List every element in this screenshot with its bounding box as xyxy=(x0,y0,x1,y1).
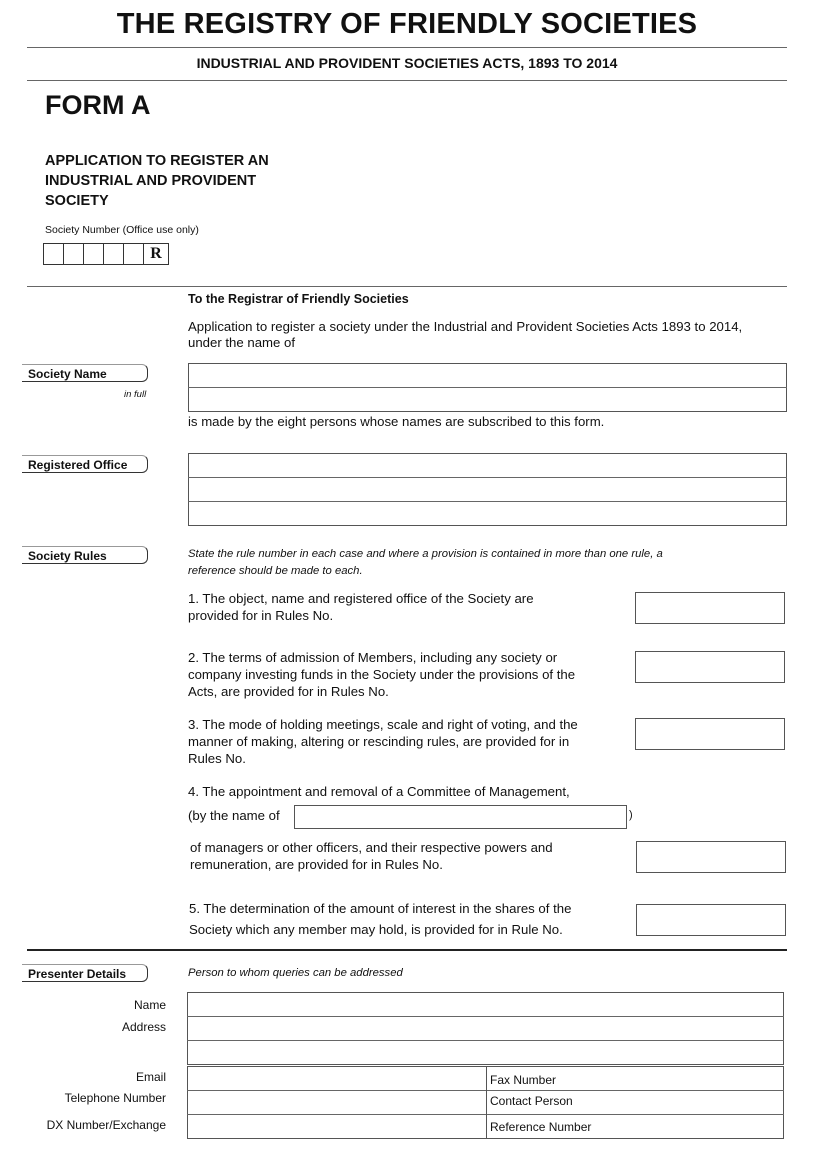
application-title-line: APPLICATION TO REGISTER AN xyxy=(45,153,269,169)
divider xyxy=(27,47,787,48)
rule-1-input[interactable] xyxy=(635,592,785,624)
rule-question-2: company investing funds in the Society under the provisions of the xyxy=(188,667,576,682)
rule-question-1: provided for in Rules No. xyxy=(188,608,334,623)
acts-subtitle: INDUSTRIAL AND PROVIDENT SOCIETIES ACTS, 1893 TO 2014 xyxy=(196,55,618,71)
field-line xyxy=(188,387,787,388)
rule-4-input[interactable] xyxy=(636,841,786,873)
society-number-digit[interactable] xyxy=(104,244,124,264)
field-line xyxy=(188,501,787,502)
subscribers-statement: is made by the eight persons whose names are subscribed to this form. xyxy=(188,414,605,429)
rule-5-input[interactable] xyxy=(636,904,786,936)
society-number-digit[interactable] xyxy=(44,244,64,264)
address-label: Address xyxy=(121,1020,166,1034)
field-line xyxy=(187,1040,784,1041)
rule-question-3: manner of making, altering or rescinding rules, are provided for in xyxy=(188,734,570,749)
email-input[interactable] xyxy=(188,1067,485,1090)
divider xyxy=(27,949,787,951)
rule-question-2: Acts, are provided for in Rules No. xyxy=(188,684,389,699)
rules-instruction: reference should be made to each. xyxy=(188,565,363,577)
fax-label: Fax Number xyxy=(490,1073,557,1087)
society-number-suffix: R xyxy=(150,245,162,262)
rule-question-3: 3. The mode of holding meetings, scale and right of voting, and the xyxy=(188,717,578,732)
contact-person-label: Contact Person xyxy=(490,1094,573,1108)
rule-question-5: 5. The determination of the amount of interest in the shares of the xyxy=(189,901,572,916)
registered-office-input[interactable] xyxy=(188,453,787,526)
field-line xyxy=(188,477,787,478)
form-name: FORM A xyxy=(45,90,151,120)
rule-question-4: 4. The appointment and removal of a Committee of Management, xyxy=(188,784,570,799)
rule-question-4: remuneration, are provided for in Rules No. xyxy=(190,857,443,872)
application-title xyxy=(45,151,325,211)
intro-line: under the name of xyxy=(188,335,296,350)
rule-question-4: of managers or other officers, and their respective powers and xyxy=(190,840,553,855)
presenter-note: Person to whom queries can be addressed xyxy=(188,967,403,979)
presenter-name-address-input[interactable] xyxy=(187,992,784,1065)
society-name-label: Society Name xyxy=(22,364,148,382)
field-line xyxy=(187,1016,784,1017)
rules-instruction: State the rule number in each case and where a provision is contained in more than one rule, a xyxy=(188,548,663,560)
application-title-line: INDUSTRIAL AND PROVIDENT xyxy=(45,173,257,189)
rule-question-3: Rules No. xyxy=(188,751,246,766)
society-number-label: Society Number (Office use only) xyxy=(45,224,199,236)
name-label: Name xyxy=(133,998,166,1012)
email-label: Email xyxy=(135,1070,166,1084)
rule-3-input[interactable] xyxy=(635,718,785,750)
divider xyxy=(27,286,787,287)
addressee: To the Registrar of Friendly Societies xyxy=(188,292,409,306)
closing-paren: ) xyxy=(629,809,633,821)
telephone-input[interactable] xyxy=(188,1091,485,1114)
application-title-line: SOCIETY xyxy=(45,193,109,209)
registered-office-label: Registered Office xyxy=(22,455,148,473)
divider xyxy=(27,80,787,81)
society-rules-label: Society Rules xyxy=(22,546,148,564)
rule-question-2: 2. The terms of admission of Members, including any society or xyxy=(188,650,558,665)
dx-label: DX Number/Exchange xyxy=(46,1118,166,1132)
in-full-note: in full xyxy=(124,389,147,400)
rule-question-5: Society which any member may hold, is provided for in Rule No. xyxy=(189,922,563,937)
dx-input[interactable] xyxy=(188,1115,485,1138)
society-number-digit[interactable] xyxy=(84,244,104,264)
society-number-digit[interactable] xyxy=(64,244,84,264)
society-number-digit[interactable] xyxy=(124,244,144,264)
rule-2-input[interactable] xyxy=(635,651,785,683)
presenter-details-label: Presenter Details xyxy=(22,964,148,982)
intro-line: Application to register a society under the Industrial and Provident Societies Acts 1893 to 2014, xyxy=(188,319,743,334)
rule-question-1: 1. The object, name and registered office of the Society are xyxy=(188,591,534,606)
reference-number-label: Reference Number xyxy=(490,1120,592,1134)
registry-title: THE REGISTRY OF FRIENDLY SOCIETIES xyxy=(116,8,698,40)
society-number-field[interactable] xyxy=(43,243,169,265)
rule-question-4: (by the name of xyxy=(188,808,280,823)
telephone-label: Telephone Number xyxy=(64,1091,166,1105)
committee-name-input[interactable] xyxy=(294,805,627,829)
